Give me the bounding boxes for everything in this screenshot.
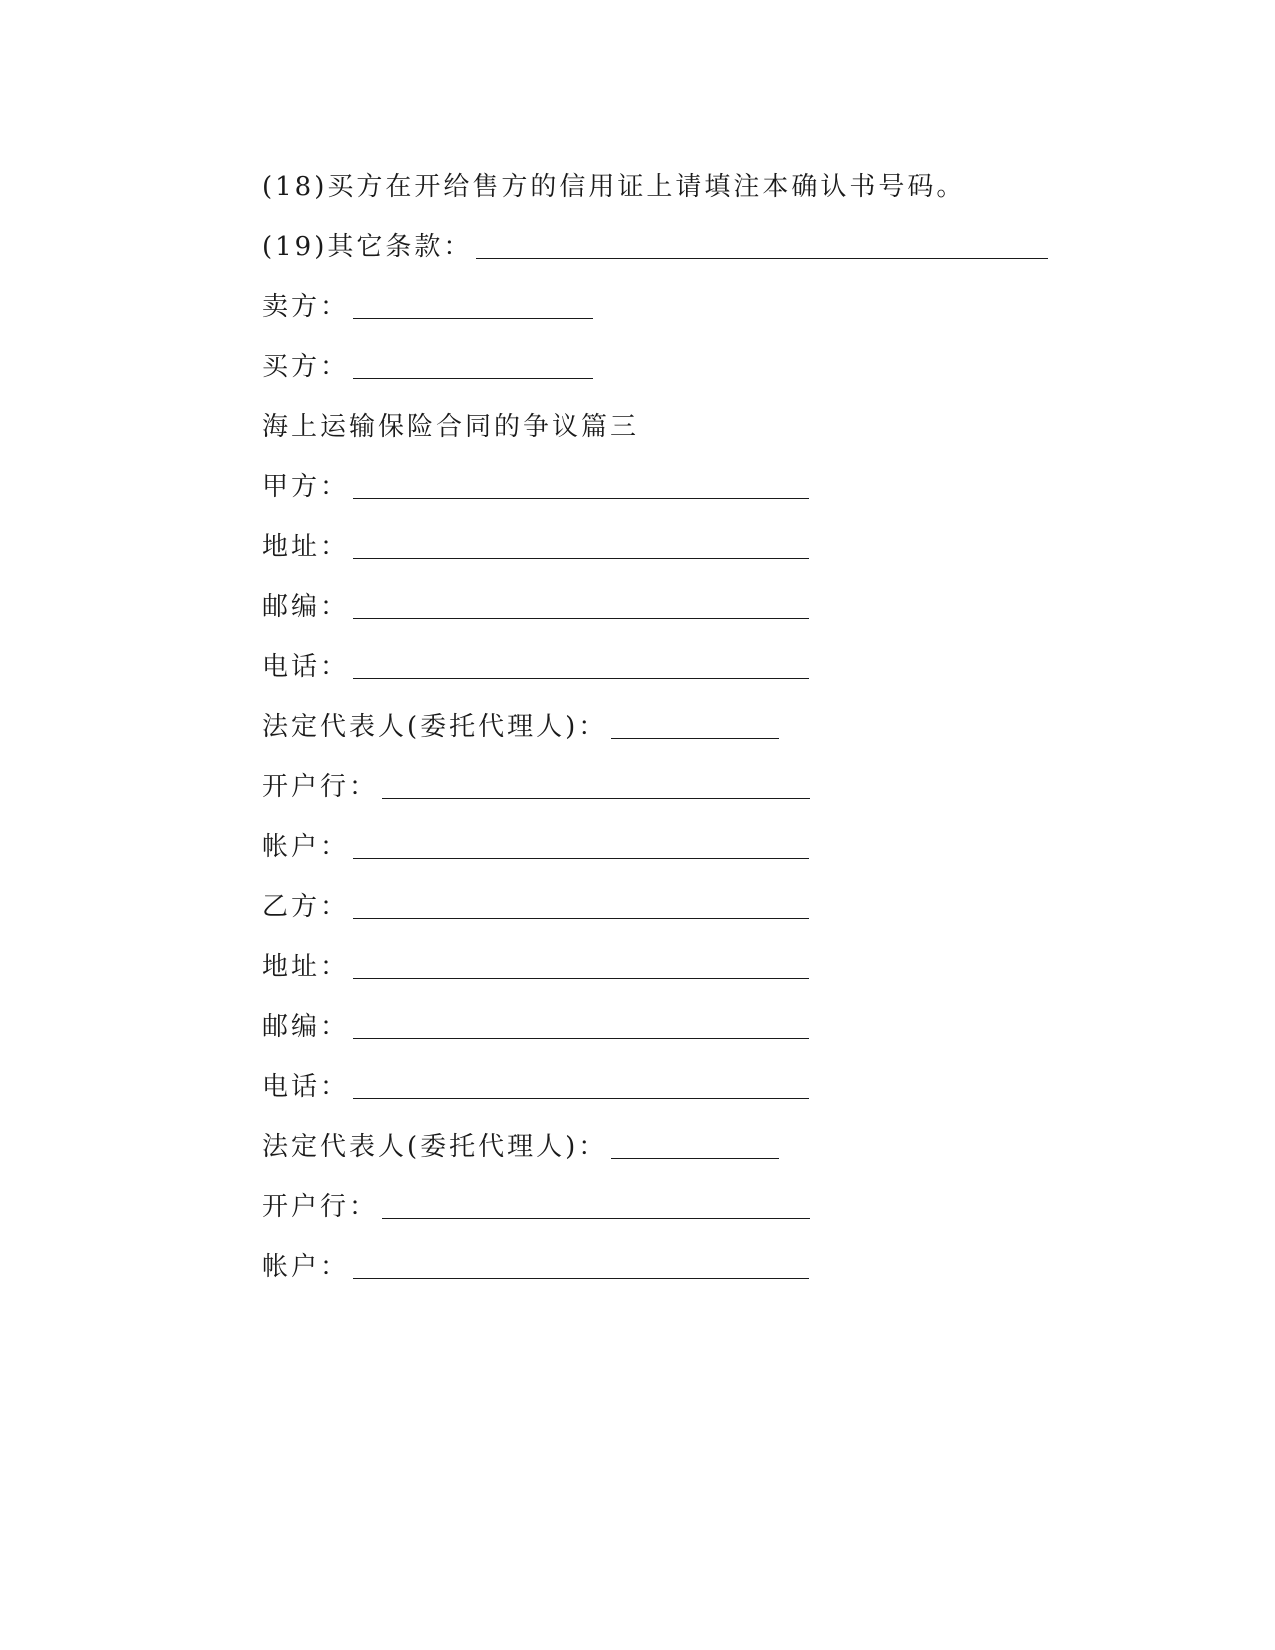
section-heading-line xyxy=(262,406,639,446)
party-b-representative-label: 法定代表人(委托代理人)： xyxy=(262,1132,608,1162)
party-a-address-label: 地址： xyxy=(262,532,350,562)
buyer-label: 买方： xyxy=(262,352,350,382)
party-b-bank-blank[interactable] xyxy=(382,1192,810,1219)
party-b-phone-line xyxy=(262,1066,809,1106)
party-a-postcode-line xyxy=(262,586,809,626)
party-a-representative-line xyxy=(262,706,779,746)
party-b-address-label: 地址： xyxy=(262,952,350,982)
party-b-phone-label: 电话： xyxy=(262,1072,350,1102)
clause-19-label: (19)其它条款： xyxy=(262,232,473,262)
clause-19-line xyxy=(262,226,1048,266)
party-a-representative-label: 法定代表人(委托代理人)： xyxy=(262,712,608,742)
party-b-postcode-blank[interactable] xyxy=(353,1012,809,1039)
party-b-representative-line xyxy=(262,1126,779,1166)
party-a-bank-label: 开户行： xyxy=(262,772,379,802)
seller-line xyxy=(262,286,593,326)
party-a-postcode-label: 邮编： xyxy=(262,592,350,622)
party-b-postcode-line xyxy=(262,1006,809,1046)
party-b-postcode-label: 邮编： xyxy=(262,1012,350,1042)
party-a-address-blank[interactable] xyxy=(353,532,809,559)
seller-label: 卖方： xyxy=(262,292,350,322)
party-b-representative-blank[interactable] xyxy=(611,1132,779,1159)
buyer-blank[interactable] xyxy=(353,352,593,379)
party-a-account-line xyxy=(262,826,809,866)
party-a-blank[interactable] xyxy=(353,472,809,499)
party-b-label: 乙方： xyxy=(262,892,350,922)
party-a-label: 甲方： xyxy=(262,472,350,502)
clause-18-text: (18)买方在开给售方的信用证上请填注本确认书号码。 xyxy=(262,172,966,202)
buyer-line xyxy=(262,346,593,386)
party-b-bank-label: 开户行： xyxy=(262,1192,379,1222)
seller-blank[interactable] xyxy=(353,292,593,319)
party-a-account-label: 帐户： xyxy=(262,832,350,862)
party-b-address-blank[interactable] xyxy=(353,952,809,979)
party-a-bank-line xyxy=(262,766,810,806)
party-a-phone-blank[interactable] xyxy=(353,652,809,679)
section-heading: 海上运输保险合同的争议篇三 xyxy=(262,412,640,442)
party-b-phone-blank[interactable] xyxy=(353,1072,809,1099)
party-b-account-line xyxy=(262,1246,809,1286)
party-a-phone-label: 电话： xyxy=(262,652,350,682)
party-b-address-line xyxy=(262,946,809,986)
party-b-blank[interactable] xyxy=(353,892,809,919)
party-a-line xyxy=(262,466,809,506)
party-a-postcode-blank[interactable] xyxy=(353,592,809,619)
party-a-address-line xyxy=(262,526,809,566)
party-b-account-blank[interactable] xyxy=(353,1252,809,1279)
party-a-bank-blank[interactable] xyxy=(382,772,810,799)
party-a-phone-line xyxy=(262,646,809,686)
party-a-account-blank[interactable] xyxy=(353,832,809,859)
other-terms-blank[interactable] xyxy=(476,232,1048,259)
party-b-bank-line xyxy=(262,1186,810,1226)
clause-18-line xyxy=(262,166,965,206)
party-a-representative-blank[interactable] xyxy=(611,712,779,739)
party-b-account-label: 帐户： xyxy=(262,1252,350,1282)
party-b-line xyxy=(262,886,809,926)
